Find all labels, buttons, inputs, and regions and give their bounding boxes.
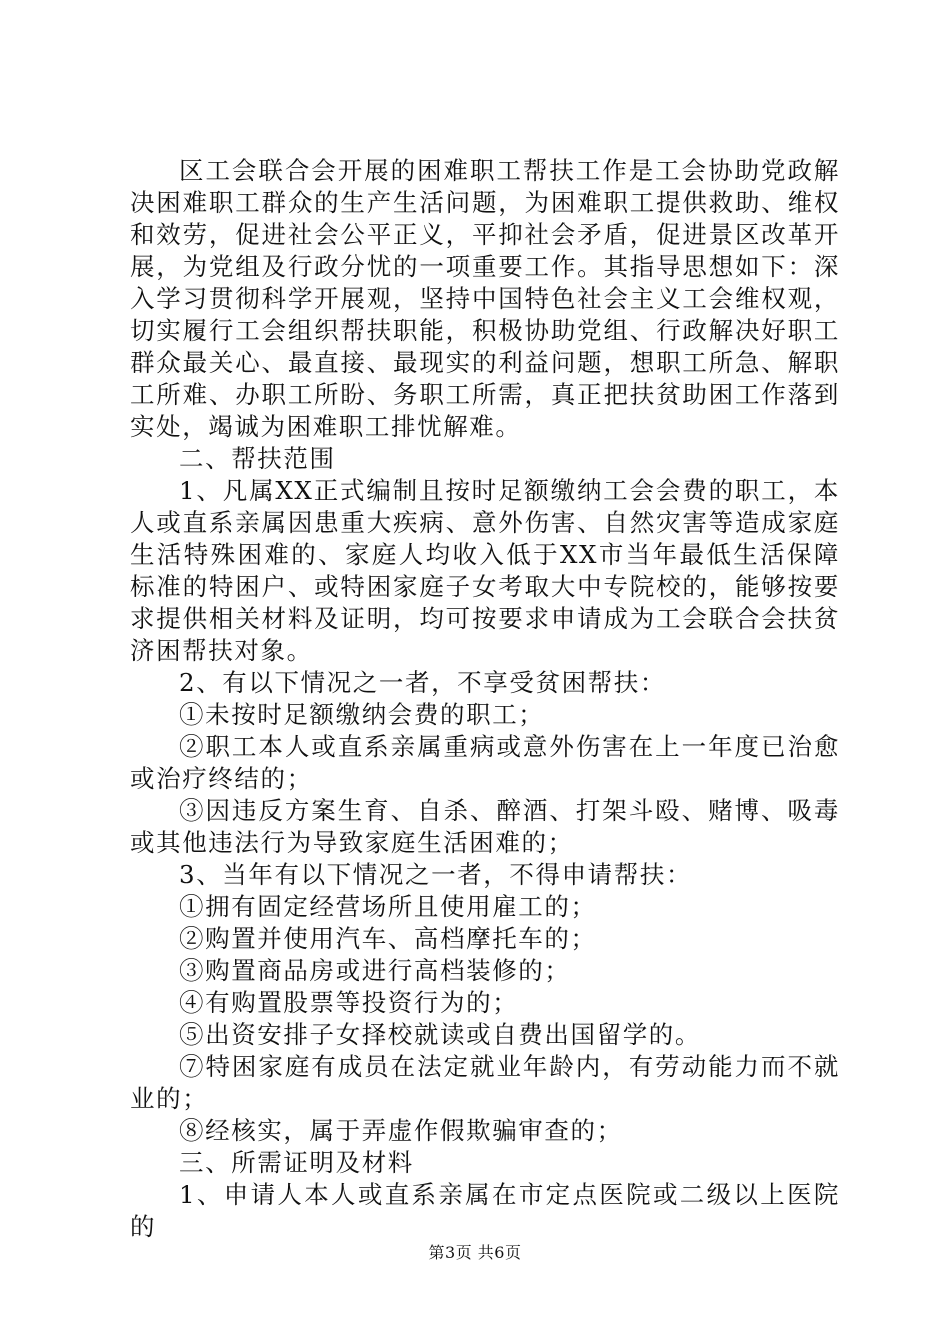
list-item: ③购置商品房或进行高档装修的； bbox=[179, 956, 571, 985]
paragraph-scope-item-3: 3、当年有以下情况之一者，不得申请帮扶： bbox=[179, 860, 693, 889]
paragraph-scope-item-1: 1、凡属XX正式编制且按时足额缴纳工会会费的职工，本人或直系亲属因患重大疾病、意外伤害、自然灾害等造成家庭生活特殊困难的、家庭人均收入低于XX市当年最低生活保障标准的特困户、或特困家庭子女考取大中专院校的，能够按要求提供相关材料及证明，均可按要求申请成为工会联合会扶贫济困帮扶对象。 bbox=[130, 476, 840, 665]
list-item: ⑤出资安排子女择校就读或自费出国留学的。 bbox=[179, 1020, 701, 1049]
list-item: ③因违反方案生育、自杀、醉酒、打架斗殴、赌博、吸毒或其他违法行为导致家庭生活困难的； bbox=[130, 796, 840, 857]
paragraph-guiding-thought: 区工会联合会开展的困难职工帮扶工作是工会协助党政解决困难职工群众的生产生活问题，为困难职工提供救助、维权和效劳，促进社会公平正义，平抑社会矛盾，促进景区改革开展，为党组及行政分忧的一项重要工作。其指导思想如下：深入学习贯彻科学开展观，坚持中国特色社会主义工会维权观，切实履行工会组织帮扶职能，积极协助党组、行政解决好职工群众最关心、最直接、最现实的利益问题，想职工所急、解职工所难、办职工所盼、务职工所需，真正把扶贫助困工作落到实处，竭诚为困难职工排忧解难。 bbox=[130, 156, 840, 441]
paragraph-materials-item-1: 1、申请人本人或直系亲属在市定点医院或二级以上医院的 bbox=[130, 1180, 840, 1241]
paragraph-scope-item-2: 2、有以下情况之一者，不享受贫困帮扶： bbox=[179, 668, 666, 697]
section-heading-scope: 二、帮扶范围 bbox=[179, 444, 336, 473]
document-body bbox=[130, 155, 840, 1243]
list-item: ⑧经核实，属于弄虚作假欺骗审查的； bbox=[179, 1116, 623, 1145]
list-item: ⑦特困家庭有成员在法定就业年龄内，有劳动能力而不就业的； bbox=[130, 1052, 840, 1113]
page-number-footer: 第3页 共6页 bbox=[428, 1243, 522, 1262]
list-item: ④有购置股票等投资行为的； bbox=[179, 988, 519, 1017]
section-heading-materials: 三、所需证明及材料 bbox=[179, 1148, 414, 1177]
list-item: ①未按时足额缴纳会费的职工； bbox=[179, 700, 545, 729]
list-item: ①拥有固定经营场所且使用雇工的； bbox=[179, 892, 597, 921]
list-item: ②职工本人或直系亲属重病或意外伤害在上一年度已治愈或治疗终结的； bbox=[130, 732, 840, 793]
list-item: ②购置并使用汽车、高档摩托车的； bbox=[179, 924, 597, 953]
